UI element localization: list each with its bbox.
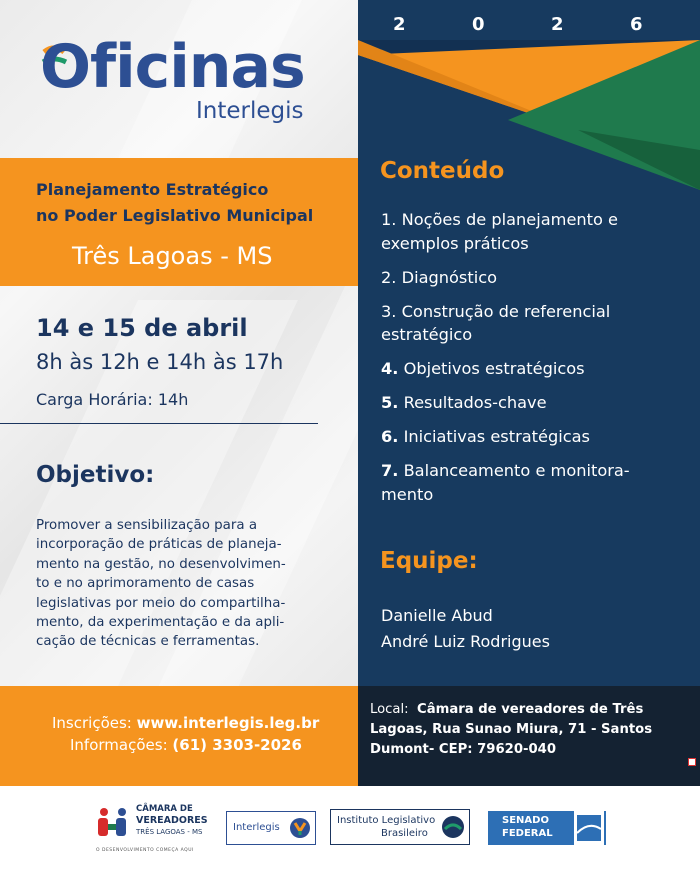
camara-logo-text: TRÊS LAGOAS - MS	[136, 828, 203, 836]
objective-line: Promover a sensibilização para a	[36, 518, 258, 533]
interlegis-logo	[226, 811, 316, 845]
content-item	[381, 357, 693, 381]
address-line: Lagoas, Rua Sunao Miura, 71 - Santos	[370, 722, 653, 737]
content-list	[381, 208, 693, 517]
year-digit: 2	[393, 14, 406, 35]
content-item-text: mento	[381, 484, 434, 504]
address-footer	[358, 686, 700, 786]
registration-label: Inscrições:	[52, 714, 132, 732]
course-title-line: Planejamento Estratégico	[36, 180, 269, 199]
content-item-number: 3.	[381, 301, 397, 321]
interlegis-mark-icon	[289, 817, 311, 839]
objective-line: legislativas por meio do compartilha-	[36, 595, 286, 611]
team-member: André Luiz Rodrigues	[381, 632, 550, 651]
objective-line: incorporação de práticas de planeja-	[36, 537, 282, 553]
ilb-logo-text: Brasileiro	[381, 828, 428, 839]
address-line: Dumont- CEP: 79620-040	[370, 742, 556, 757]
content-item-text: Diagnóstico	[401, 267, 498, 287]
ilb-logo-text: Instituto Legislativo	[337, 815, 436, 826]
senado-mark-icon	[574, 811, 604, 845]
course-hours: 8h às 12h e 14h às 17h	[36, 350, 284, 374]
ilb-logo	[330, 809, 470, 845]
content-item-text: Objetivos estratégicos	[403, 359, 585, 378]
course-title-band	[0, 158, 358, 286]
objective-heading: Objetivo:	[36, 462, 155, 488]
content-item-number: 4.	[381, 359, 399, 378]
course-workload: Carga Horária: 14h	[36, 390, 189, 409]
senado-logo	[488, 811, 606, 845]
info-phone: (61) 3303-2026	[172, 736, 302, 754]
camara-logo-tagline: O DESENVOLVIMENTO COMEÇA AQUI	[96, 848, 194, 853]
content-item	[381, 425, 693, 449]
year-digit: 2	[551, 14, 564, 35]
brand-title: Oficinas	[40, 32, 305, 102]
camara-emblem-icon	[96, 804, 130, 844]
address-line: Câmara de vereadores de Três	[417, 702, 644, 717]
content-item-number: 1.	[381, 210, 397, 229]
content-item-text: exemplos práticos	[381, 233, 529, 253]
content-item-number: 5.	[381, 393, 399, 412]
course-date: 14 e 15 de abril	[36, 314, 248, 342]
camara-logo	[96, 802, 218, 858]
content-item	[381, 459, 693, 506]
course-title-line: no Poder Legislativo Municipal	[36, 206, 314, 225]
content-item-text: estratégico	[381, 325, 473, 344]
content-item-text: Balanceamento e monitora-	[403, 461, 630, 480]
camara-logo-text: CÂMARA DE	[136, 804, 193, 814]
info-label: Informações:	[70, 736, 168, 754]
objective-line: cação de técnicas e ferramentas.	[36, 634, 260, 650]
content-item	[381, 266, 693, 290]
content-heading: Conteúdo	[380, 158, 505, 184]
brand-subtitle: Interlegis	[196, 98, 304, 124]
corner-mark-icon	[688, 758, 696, 766]
partner-logos-row	[0, 786, 700, 876]
objective-text	[36, 516, 346, 652]
interlegis-logo-text: Interlegis	[233, 822, 280, 833]
camara-logo-text: VEREADORES	[136, 815, 208, 826]
content-item-text: Resultados-chave	[403, 393, 547, 412]
content-item	[381, 300, 693, 347]
content-item-number: 6.	[381, 427, 399, 446]
senado-logo-text: FEDERAL	[502, 828, 553, 839]
ilb-mark-icon	[441, 815, 465, 839]
team-heading: Equipe:	[380, 548, 478, 574]
team-member: Danielle Abud	[381, 606, 493, 625]
content-item-text: Iniciativas estratégicas	[403, 427, 590, 446]
content-item	[381, 208, 693, 255]
registration-link[interactable]: www.interlegis.leg.br	[136, 714, 320, 732]
content-item-text: Construção de referencial	[401, 301, 611, 321]
content-item-number: 2.	[381, 267, 397, 287]
address-label: Local:	[370, 702, 409, 717]
senado-logo-text: SENADO	[502, 815, 549, 826]
registration-footer	[0, 686, 358, 786]
content-item	[381, 391, 693, 415]
content-item-number: 7.	[381, 461, 399, 480]
content-item-text: Noções de planejamento e	[401, 210, 619, 229]
objective-line: mento na gestão, no desenvolvimen-	[36, 556, 286, 572]
divider	[0, 423, 318, 424]
objective-line: to e no aprimoramento de casas	[36, 576, 255, 592]
objective-line: mento, da experimentação e da apli-	[36, 615, 285, 631]
course-location: Três Lagoas - MS	[72, 242, 273, 270]
year-digit: 0	[472, 14, 485, 35]
year-digit: 6	[630, 14, 643, 35]
